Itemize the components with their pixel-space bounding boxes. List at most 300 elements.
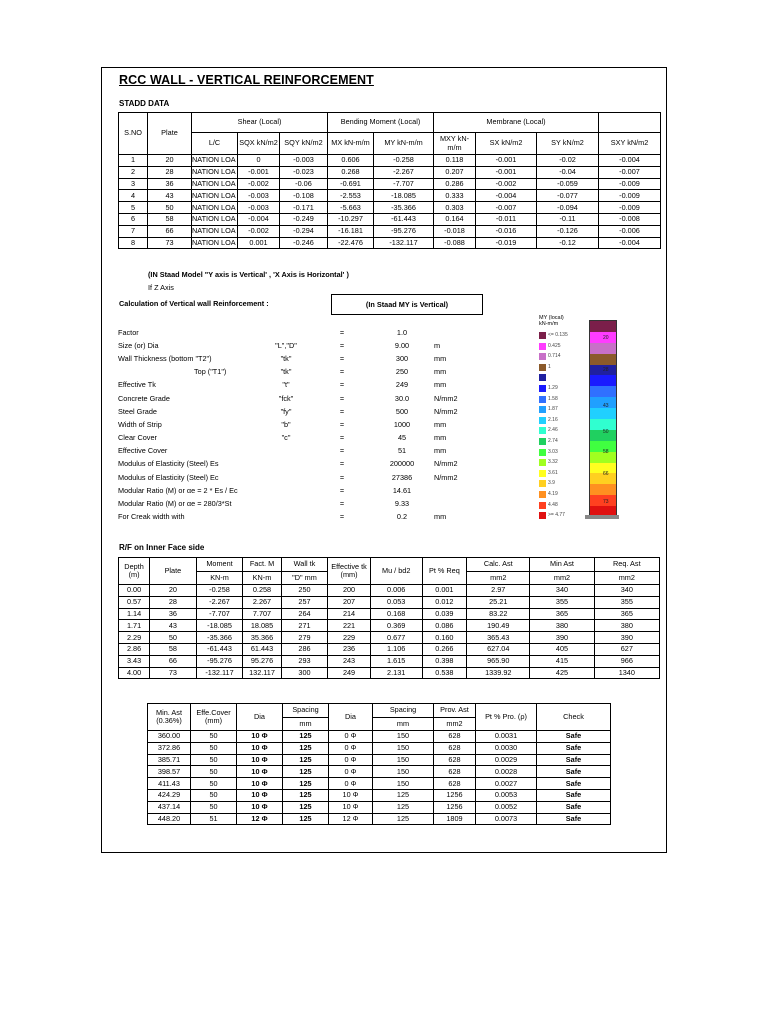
- parameter-label: Modular Ratio (M) or αe = 280/3*St: [118, 499, 232, 509]
- rf-table: [118, 557, 660, 679]
- table-cell: -0.171: [280, 202, 328, 214]
- table-cell: 50: [191, 754, 237, 766]
- parameter-equals: =: [339, 459, 345, 469]
- table-cell: 73: [148, 237, 192, 249]
- table-row: [119, 237, 661, 249]
- table-cell: 271: [281, 620, 328, 632]
- legend-label: 1.87: [548, 406, 558, 413]
- parameter-unit: mm: [434, 380, 447, 390]
- table-cell: 0.0053: [476, 789, 537, 801]
- parameter-value: 30.0: [394, 393, 410, 403]
- check-table: [147, 703, 611, 825]
- table-cell: 0.006: [370, 585, 422, 597]
- parameter-symbol: [258, 458, 314, 471]
- parameter-value: 0.2: [396, 512, 408, 522]
- legend-swatch: [539, 512, 546, 519]
- legend-swatch: [539, 480, 546, 487]
- parameter-row: [118, 471, 478, 484]
- table-cell: -61.443: [374, 213, 434, 225]
- legend-item: [539, 449, 589, 456]
- table-cell: -0.009: [599, 202, 661, 214]
- table-cell: -0.004: [599, 237, 661, 249]
- table-row: [119, 178, 661, 190]
- parameter-label: Concrete Grade: [118, 393, 170, 403]
- table-cell: 125: [373, 789, 434, 801]
- table-cell: 8: [119, 237, 148, 249]
- table-cell: Safe: [537, 789, 611, 801]
- table-cell: 0 Φ: [329, 766, 373, 778]
- table-row: [119, 655, 660, 667]
- table-cell: 28: [148, 166, 192, 178]
- stadd-data-table: [118, 112, 661, 249]
- table-row: [119, 632, 660, 644]
- table-row: [119, 190, 661, 202]
- table-cell: -0.001: [238, 166, 280, 178]
- table-cell: 415: [530, 655, 594, 667]
- table-cell: NATION LOA: [192, 190, 236, 200]
- legend-item: [539, 332, 589, 339]
- table-cell: 0.0073: [476, 813, 537, 825]
- legend-swatch: [539, 374, 546, 381]
- col-header-my: MY kN-m/m: [374, 133, 434, 155]
- parameter-symbol: "c": [281, 433, 291, 443]
- check-unit-spacing1: mm: [283, 718, 329, 731]
- table-cell: -2.267: [374, 166, 434, 178]
- parameter-unit: [434, 326, 478, 339]
- table-cell: 0.303: [434, 202, 476, 214]
- rf-header-depth: Depth (m): [119, 558, 150, 585]
- parameter-value: 27386: [391, 472, 413, 482]
- parameter-symbol: [258, 445, 314, 458]
- parameter-equals: =: [339, 406, 345, 416]
- rf-header-efftk: Effective tk (mm): [328, 558, 370, 585]
- parameter-value: 500: [395, 406, 409, 416]
- table-cell: 380: [530, 620, 594, 632]
- parameter-symbol: "t": [282, 380, 290, 390]
- parameter-value: 1.0: [396, 327, 408, 337]
- table-cell: 7: [119, 225, 148, 237]
- table-cell: -0.11: [537, 213, 599, 225]
- rf-header-walltk: Wall tk: [281, 558, 328, 572]
- table-cell: 200: [328, 585, 370, 597]
- table-cell: 2.267: [243, 596, 281, 608]
- parameter-symbol: "tk": [280, 367, 292, 377]
- legend-item: [539, 427, 589, 434]
- table-cell: 10 Φ: [329, 789, 373, 801]
- table-cell: NATION LOA: [192, 226, 236, 236]
- legend-item: [539, 417, 589, 424]
- parameter-equals: =: [339, 485, 345, 495]
- table-cell: -0.077: [537, 190, 599, 202]
- legend-label: 3.9: [548, 480, 555, 487]
- rf-header-ptreq: Pt % Req: [422, 558, 467, 585]
- table-cell: 50: [191, 801, 237, 813]
- table-cell: -0.008: [599, 213, 661, 225]
- table-cell: 355: [594, 596, 659, 608]
- rf-unit-calcast: mm2: [467, 572, 530, 585]
- table-cell: 293: [281, 655, 328, 667]
- table-cell: 0.333: [434, 190, 476, 202]
- table-cell: 207: [328, 596, 370, 608]
- table-cell: 229: [328, 632, 370, 644]
- col-header-lc: L/C: [192, 133, 238, 155]
- table-cell: 4: [119, 190, 148, 202]
- table-cell: -0.059: [537, 178, 599, 190]
- table-row: [119, 155, 661, 167]
- table-cell: NATION LOA: [192, 214, 236, 224]
- group-header-blank: [599, 113, 661, 133]
- parameter-value: 1000: [393, 419, 411, 429]
- table-cell: -7.707: [196, 608, 243, 620]
- legend-item: [539, 385, 589, 392]
- legend-label: 1.58: [548, 395, 558, 402]
- table-cell: -0.009: [599, 178, 661, 190]
- table-cell: 1.106: [370, 643, 422, 655]
- legend-item: [539, 364, 589, 371]
- parameter-row: [118, 405, 478, 418]
- table-cell: 35.366: [243, 632, 281, 644]
- parameter-symbol: "tk": [280, 353, 292, 363]
- legend-label: 0.425: [548, 342, 561, 349]
- table-cell: 0.164: [434, 213, 476, 225]
- contour-legend: [539, 332, 589, 532]
- table-cell: 221: [328, 620, 370, 632]
- table-cell: 50: [191, 742, 237, 754]
- table-cell: 628: [434, 766, 476, 778]
- table-row: [119, 596, 660, 608]
- legend-title-line1: MY (local): [539, 315, 564, 321]
- legend-item: [539, 374, 589, 381]
- table-cell: 0.053: [370, 596, 422, 608]
- table-cell: 0.0031: [476, 731, 537, 743]
- parameter-label: Modulus of Elasticity (Steel) Es: [118, 459, 219, 469]
- legend-swatch: [539, 417, 546, 424]
- table-cell: 3.43: [119, 655, 150, 667]
- table-cell: -18.085: [196, 620, 243, 632]
- table-cell: -5.663: [328, 202, 374, 214]
- table-cell: 0.0027: [476, 778, 537, 790]
- parameter-row: [118, 366, 478, 379]
- contour-band: [590, 354, 616, 365]
- table-cell: Safe: [537, 742, 611, 754]
- legend-item: [539, 459, 589, 466]
- table-cell: 0.268: [328, 166, 374, 178]
- table-cell: 10 Φ: [237, 778, 283, 790]
- table-cell: Safe: [537, 731, 611, 743]
- table-cell: 58: [148, 213, 192, 225]
- contour-band: [590, 375, 616, 386]
- table-cell: 10 Φ: [237, 789, 283, 801]
- contour-band: [590, 386, 616, 397]
- parameter-equals: =: [339, 327, 345, 337]
- table-cell: 1.615: [370, 655, 422, 667]
- parameter-row: [118, 326, 478, 339]
- table-cell: NATION LOA: [192, 167, 236, 177]
- parameter-equals: =: [339, 353, 345, 363]
- table-cell: 0.369: [370, 620, 422, 632]
- table-cell: NATION LOA: [192, 155, 236, 165]
- parameter-label: Wall Thickness (bottom "T2"): [118, 353, 212, 363]
- table-cell: 2.29: [119, 632, 150, 644]
- legend-swatch: [539, 459, 546, 466]
- table-cell: 0.0029: [476, 754, 537, 766]
- legend-swatch: [539, 385, 546, 392]
- table-cell: -0.006: [599, 225, 661, 237]
- table-cell: 0.086: [422, 620, 467, 632]
- plate-label: 73: [603, 499, 609, 505]
- group-header-membrane: Membrane (Local): [434, 113, 599, 133]
- legend-swatch: [539, 470, 546, 477]
- table-cell: -0.004: [238, 213, 280, 225]
- table-cell: 390: [530, 632, 594, 644]
- table-row: [119, 667, 660, 679]
- table-cell: 627: [594, 643, 659, 655]
- legend-item: [539, 502, 589, 509]
- parameter-row: [118, 484, 478, 497]
- table-cell: 214: [328, 608, 370, 620]
- legend-label: 3.61: [548, 469, 558, 476]
- rf-unit-walltk: "D" mm: [281, 572, 328, 585]
- table-cell: -95.276: [374, 225, 434, 237]
- table-cell: 0.207: [434, 166, 476, 178]
- plate-label: 43: [603, 403, 609, 409]
- table-cell: 51: [191, 813, 237, 825]
- table-cell: Safe: [537, 766, 611, 778]
- parameter-unit: m: [434, 340, 441, 350]
- contour-band: [590, 408, 616, 419]
- table-cell: 20: [150, 585, 197, 597]
- table-cell: -61.443: [196, 643, 243, 655]
- check-header-dia1: Dia: [237, 704, 283, 731]
- rf-unit-moment: KN-m: [196, 572, 243, 585]
- parameter-value: 14.61: [392, 485, 412, 495]
- table-cell: 125: [283, 766, 329, 778]
- parameter-row: [118, 432, 478, 445]
- table-cell: 425: [530, 667, 594, 679]
- table-cell: -10.297: [328, 213, 374, 225]
- table-cell: 36: [150, 608, 197, 620]
- parameter-unit: mm: [434, 433, 447, 443]
- parameter-symbol: [258, 511, 314, 524]
- table-cell: 1.14: [119, 608, 150, 620]
- table-cell: -132.117: [196, 667, 243, 679]
- staad-model-note: (IN Staad Model "Y axis is Vertical' , 'X Axis is Horizontal' ): [148, 270, 349, 279]
- legend-label: 0.714: [548, 353, 561, 360]
- parameter-label: Width of Strip: [118, 419, 162, 429]
- table-cell: 125: [283, 789, 329, 801]
- legend-item: [539, 480, 589, 487]
- table-cell: 300: [281, 667, 328, 679]
- table-cell: 125: [283, 742, 329, 754]
- table-cell: 628: [434, 778, 476, 790]
- table-cell: 0 Φ: [329, 742, 373, 754]
- col-header-sno: S.NO: [119, 113, 148, 155]
- legend-swatch: [539, 427, 546, 434]
- table-cell: -0.108: [280, 190, 328, 202]
- table-cell: -0.003: [238, 202, 280, 214]
- parameter-value: 51: [397, 446, 407, 456]
- table-cell: 365: [594, 608, 659, 620]
- table-cell: 360.00: [148, 731, 191, 743]
- legend-label: 3.03: [548, 448, 558, 455]
- table-cell: 365: [530, 608, 594, 620]
- parameter-label: Clear Cover: [118, 433, 157, 443]
- table-cell: 132.117: [243, 667, 281, 679]
- table-cell: 10 Φ: [329, 801, 373, 813]
- table-cell: -35.366: [196, 632, 243, 644]
- table-cell: 628: [434, 731, 476, 743]
- table-cell: 50: [148, 202, 192, 214]
- table-cell: 125: [373, 813, 434, 825]
- table-cell: 0: [238, 155, 280, 167]
- legend-swatch: [539, 343, 546, 350]
- check-header-check: Check: [537, 704, 611, 731]
- legend-label: 1.29: [548, 385, 558, 391]
- table-cell: -0.094: [537, 202, 599, 214]
- legend-item: [539, 396, 589, 403]
- legend-swatch: [539, 502, 546, 509]
- parameter-unit: mm: [434, 446, 447, 456]
- table-cell: 365.43: [467, 632, 530, 644]
- contour-plot: [589, 320, 617, 518]
- parameter-label: For Creak width with: [118, 512, 185, 522]
- table-row: [148, 789, 611, 801]
- table-cell: 279: [281, 632, 328, 644]
- table-cell: 18.085: [243, 620, 281, 632]
- parameter-equals: =: [339, 446, 345, 456]
- contour-band: [590, 343, 616, 354]
- table-cell: 0.001: [238, 237, 280, 249]
- table-row: [148, 731, 611, 743]
- table-cell: 50: [191, 731, 237, 743]
- parameter-unit: N/mm2: [434, 472, 458, 482]
- table-cell: 627.04: [467, 643, 530, 655]
- table-cell: 0 Φ: [329, 754, 373, 766]
- parameter-unit: N/mm2: [434, 406, 458, 416]
- page-title: RCC WALL - VERTICAL REINFORCEMENT: [119, 73, 374, 87]
- parameter-equals: =: [339, 433, 345, 443]
- table-cell: 1.71: [119, 620, 150, 632]
- legend-label: 1: [548, 363, 551, 370]
- parameter-symbol: [258, 497, 314, 510]
- parameter-row: [118, 511, 478, 524]
- table-cell: 372.86: [148, 742, 191, 754]
- parameter-row: [118, 497, 478, 510]
- parameter-value: 300: [395, 353, 409, 363]
- table-cell: -2.553: [328, 190, 374, 202]
- table-cell: -0.004: [599, 155, 661, 167]
- table-cell: 236: [328, 643, 370, 655]
- plate-label: 50: [603, 429, 609, 435]
- table-row: [119, 225, 661, 237]
- parameter-equals: =: [339, 512, 345, 522]
- table-cell: 1340: [594, 667, 659, 679]
- table-cell: 390: [594, 632, 659, 644]
- parameter-equals: =: [339, 393, 345, 403]
- table-cell: -0.691: [328, 178, 374, 190]
- table-row: [148, 813, 611, 825]
- table-cell: -0.003: [280, 155, 328, 167]
- legend-swatch: [539, 406, 546, 413]
- table-cell: -2.267: [196, 596, 243, 608]
- check-header-dia2: Dia: [329, 704, 373, 731]
- table-cell: -0.003: [238, 190, 280, 202]
- table-row: [148, 754, 611, 766]
- table-cell: -0.258: [374, 155, 434, 167]
- table-row: [119, 166, 661, 178]
- parameter-row: [118, 445, 478, 458]
- table-cell: -0.126: [537, 225, 599, 237]
- table-cell: -0.294: [280, 225, 328, 237]
- contour-band: [590, 484, 616, 495]
- legend-swatch: [539, 364, 546, 371]
- legend-item: [539, 512, 589, 519]
- table-cell: -95.276: [196, 655, 243, 667]
- table-cell: 150: [373, 731, 434, 743]
- table-cell: 150: [373, 766, 434, 778]
- table-cell: 2.131: [370, 667, 422, 679]
- rf-header-mubd2: Mu / bd2: [370, 558, 422, 585]
- table-cell: 83.22: [467, 608, 530, 620]
- legend-label: <= 0.135: [548, 332, 568, 338]
- table-cell: Safe: [537, 778, 611, 790]
- table-cell: 398.57: [148, 766, 191, 778]
- table-cell: 1256: [434, 801, 476, 813]
- parameter-label: Modulus of Elasticity (Steel) Ec: [118, 472, 219, 482]
- table-cell: 1256: [434, 789, 476, 801]
- parameter-symbol: "fck": [278, 393, 294, 403]
- table-cell: -0.011: [476, 213, 537, 225]
- legend-label: 2.46: [548, 427, 558, 434]
- parameter-unit: N/mm2: [434, 459, 458, 469]
- rf-header-minast: Min Ast: [530, 558, 594, 572]
- table-cell: 12 Φ: [329, 813, 373, 825]
- plate-label: 58: [603, 449, 609, 455]
- table-cell: -0.002: [238, 178, 280, 190]
- table-cell: 125: [283, 754, 329, 766]
- parameter-unit: mm: [434, 512, 447, 522]
- table-cell: 66: [150, 655, 197, 667]
- col-header-sxy: SXY kN/m2: [599, 133, 661, 155]
- table-cell: 411.43: [148, 778, 191, 790]
- rf-inner-face-label: R/F on Inner Face side: [119, 543, 205, 552]
- table-row: [119, 608, 660, 620]
- table-row: [119, 202, 661, 214]
- table-cell: 628: [434, 754, 476, 766]
- table-cell: 0.039: [422, 608, 467, 620]
- table-cell: -0.001: [476, 155, 537, 167]
- legend-label: 4.19: [548, 491, 558, 497]
- parameter-unit: [434, 497, 478, 510]
- table-cell: -16.181: [328, 225, 374, 237]
- legend-swatch: [539, 332, 546, 339]
- table-cell: 50: [191, 789, 237, 801]
- table-cell: 1339.92: [467, 667, 530, 679]
- table-cell: 125: [283, 731, 329, 743]
- table-cell: 36: [148, 178, 192, 190]
- table-cell: 355: [530, 596, 594, 608]
- z-axis-note: If Z Axis: [148, 283, 174, 292]
- legend-swatch: [539, 396, 546, 403]
- rf-header-moment: Moment: [196, 558, 243, 572]
- table-row: [119, 643, 660, 655]
- table-cell: -0.018: [434, 225, 476, 237]
- parameter-equals: =: [339, 472, 345, 482]
- check-header-spacing1: Spacing: [283, 704, 329, 718]
- table-cell: 257: [281, 596, 328, 608]
- plate-label: 20: [603, 335, 609, 341]
- table-cell: 965.90: [467, 655, 530, 667]
